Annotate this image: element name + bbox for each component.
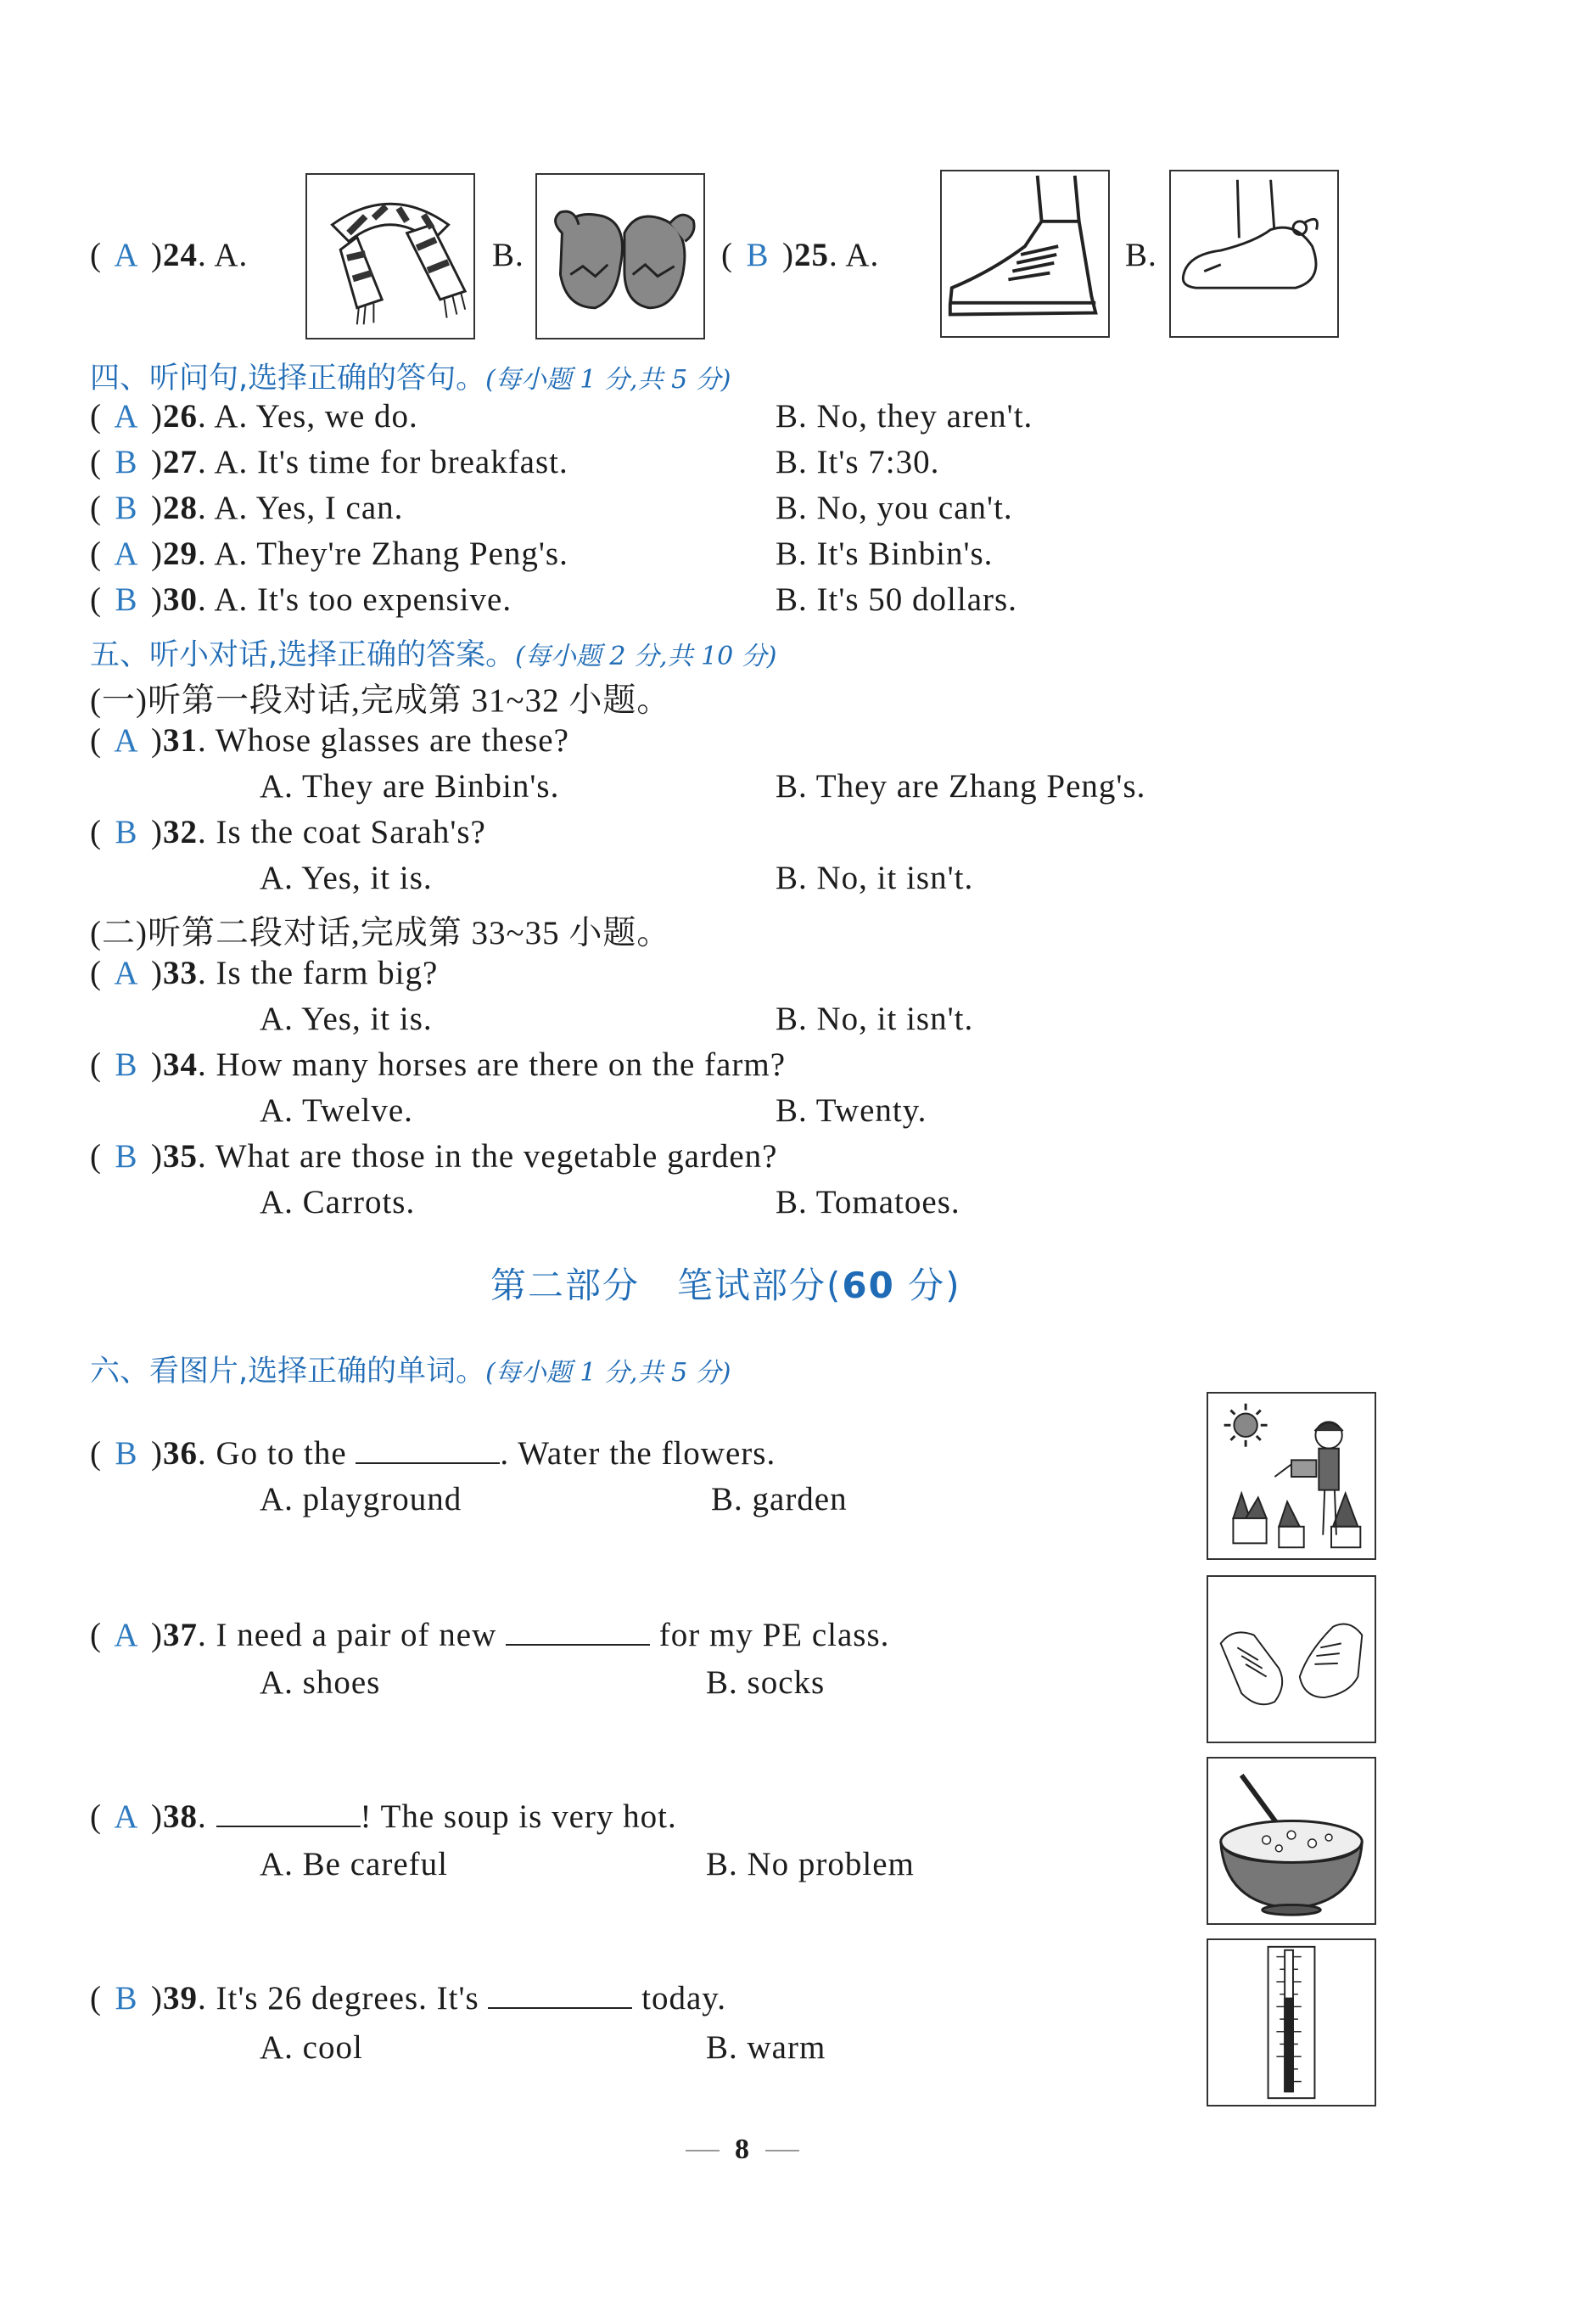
- option-37-b: B. socks: [706, 1664, 826, 1701]
- question-38: ( A )38. ! The soup is very hot.: [90, 1798, 677, 1835]
- garden-watering-image: [1207, 1392, 1376, 1560]
- thermometer-image: [1207, 1938, 1376, 2106]
- question-28: ( B )28. A. Yes, I can.: [90, 490, 404, 526]
- option-26-b: B. No, they aren't.: [776, 398, 1033, 435]
- answer-24: A: [114, 237, 139, 273]
- answer-blank-38: [216, 1800, 361, 1827]
- dialog-1-heading: (一)听第一段对话,完成第 31~32 小题。: [90, 682, 671, 719]
- question-37: ( A )37. I need a pair of new for my PE class.: [90, 1617, 890, 1653]
- question-24-row: ( A )24. A.: [90, 237, 249, 273]
- section-4-heading: 四、听问句,选择正确的答句。(每小题 1 分,共 5 分): [90, 362, 731, 395]
- option-34-a: A. Twelve.: [260, 1092, 413, 1129]
- page-number-right-dash: [765, 2150, 799, 2151]
- option-35-a: A. Carrots.: [260, 1184, 416, 1220]
- question-31: ( A )31. Whose glasses are these?: [90, 722, 569, 759]
- option-35-b: B. Tomatoes.: [776, 1184, 960, 1220]
- option-27-b: B. It's 7:30.: [776, 444, 940, 480]
- option-39-a: A. cool: [260, 2029, 363, 2066]
- dialog-2-heading: (二)听第二段对话,完成第 33~35 小题。: [90, 915, 671, 951]
- option-37-a: A. shoes: [260, 1664, 381, 1701]
- answer-25: B: [746, 237, 770, 273]
- option-38-a: A. Be careful: [260, 1846, 448, 1882]
- mittens-image: [535, 173, 705, 339]
- question-number-24: 24: [163, 237, 198, 273]
- question-39: ( B )39. It's 26 degrees. It's today.: [90, 1980, 727, 2017]
- sneakers-pair-image: [1207, 1575, 1376, 1743]
- page-number: 8: [670, 2129, 815, 2167]
- option-34-b: B. Twenty.: [776, 1092, 927, 1129]
- part-2-title: 第二部分 笔试部分(60 分): [490, 1265, 961, 1306]
- option-36-b: B. garden: [711, 1481, 848, 1517]
- sneaker-image: [940, 170, 1110, 338]
- option-31-a: A. They are Binbin's.: [260, 768, 560, 805]
- question-25-row: ( B )25. A.: [721, 237, 880, 273]
- question-30: ( B )30. A. It's too expensive.: [90, 581, 512, 618]
- question-35: ( B )35. What are those in the vegetable garden?: [90, 1138, 778, 1175]
- option-39-b: B. warm: [706, 2029, 826, 2066]
- question-32: ( B )32. Is the coat Sarah's?: [90, 814, 486, 850]
- question-26: ( A )26. A. Yes, we do.: [90, 398, 418, 435]
- page-number-left-dash: [686, 2150, 720, 2151]
- option-32-b: B. No, it isn't.: [776, 860, 974, 896]
- option-33-b: B. No, it isn't.: [776, 1001, 974, 1037]
- question-33: ( A )33. Is the farm big?: [90, 955, 439, 991]
- option-31-b: B. They are Zhang Peng's.: [776, 768, 1146, 805]
- option-25-b-label: B.: [1125, 237, 1157, 273]
- option-29-b: B. It's Binbin's.: [776, 536, 994, 572]
- answer-blank-37: [506, 1618, 650, 1646]
- answer-blank-39: [488, 1982, 632, 2009]
- option-28-b: B. No, you can't.: [776, 490, 1013, 526]
- section-6-heading: 六、看图片,选择正确的单词。(每小题 1 分,共 5 分): [90, 1355, 731, 1388]
- question-number-25: 25: [794, 237, 829, 273]
- option-33-a: A. Yes, it is.: [260, 1001, 433, 1037]
- section-5-heading: 五、听小对话,选择正确的答案。(每小题 2 分,共 10 分): [90, 638, 777, 672]
- option-36-a: A. playground: [260, 1481, 462, 1517]
- question-29: ( A )29. A. They're Zhang Peng's.: [90, 536, 568, 572]
- option-38-b: B. No problem: [706, 1846, 915, 1882]
- soup-bowl-image: [1207, 1757, 1376, 1925]
- option-32-a: A. Yes, it is.: [260, 860, 433, 896]
- question-27: ( B )27. A. It's time for breakfast.: [90, 444, 568, 480]
- slipper-image: [1169, 170, 1339, 338]
- option-30-b: B. It's 50 dollars.: [776, 581, 1017, 618]
- option-24-b-label: B.: [492, 237, 524, 273]
- scarf-image: [305, 173, 475, 339]
- question-36: ( B )36. Go to the . Water the flowers.: [90, 1435, 776, 1472]
- question-34: ( B )34. How many horses are there on the farm?: [90, 1046, 787, 1083]
- answer-blank-36: [356, 1437, 500, 1464]
